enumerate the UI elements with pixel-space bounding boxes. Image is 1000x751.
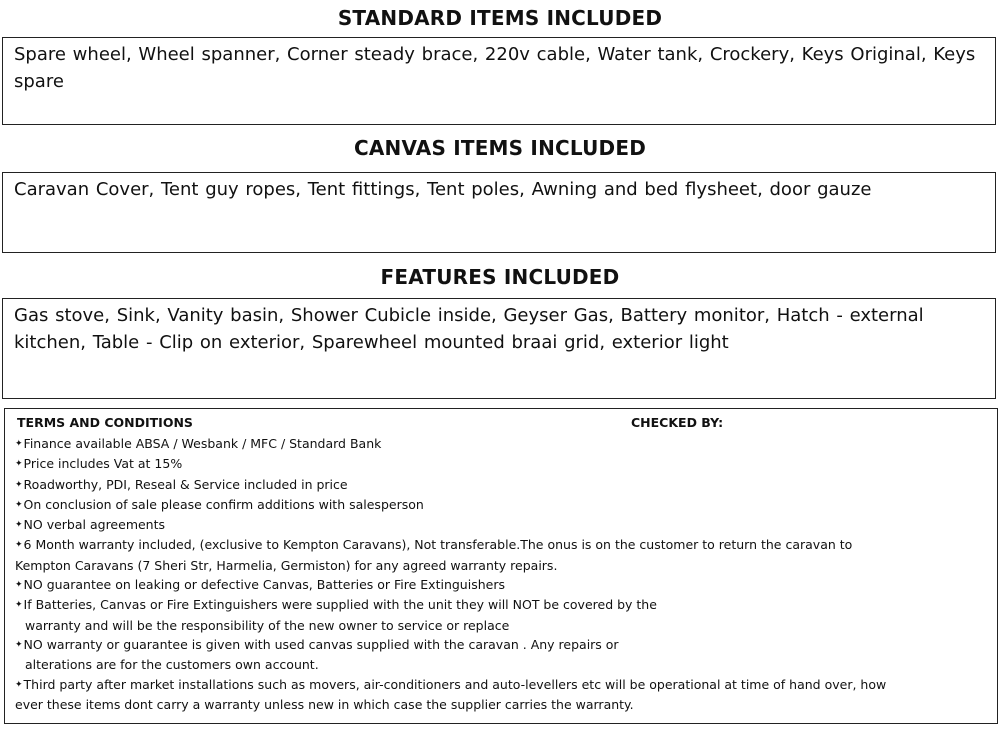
features-box [2, 298, 996, 399]
terms-item [15, 495, 990, 515]
features-heading: FEATURES INCLUDED [380, 265, 620, 289]
terms-item-text: warranty and will be the responsibility of the new owner to service or replace [25, 617, 510, 633]
terms-item-text: ever these items dont carry a warranty unless new in which case the supplier carries the warranty. [15, 696, 634, 712]
standard-items-heading: STANDARD ITEMS INCLUDED [337, 6, 663, 30]
terms-item-text: alterations are for the customers own account. [25, 657, 319, 673]
bullet-icon: ✦ [15, 439, 23, 449]
terms-item-text: Third party after market installations such as movers, air-conditioners and auto-levellers etc will be operational at time of hand over, how [23, 676, 887, 692]
terms-item-text: Price includes Vat at 15% [23, 456, 183, 472]
bullet-icon: ✦ [15, 520, 23, 531]
terms-item [15, 595, 990, 635]
canvas-items-text: Caravan Cover, Tent guy ropes, Tent fittings, Tent poles, Awning and bed flysheet, door gauze [14, 179, 872, 200]
terms-box [4, 408, 998, 724]
terms-item [15, 535, 990, 575]
terms-item [15, 475, 990, 495]
terms-item [15, 454, 990, 474]
terms-item [15, 575, 990, 595]
bullet-icon: ✦ [15, 580, 23, 591]
bullet-icon: ✦ [15, 679, 23, 690]
bullet-icon: ✦ [15, 600, 23, 611]
terms-item-text: NO warranty or guarantee is given with used canvas supplied with the caravan . Any repairs or [23, 636, 619, 652]
bullet-icon: ✦ [15, 459, 23, 470]
terms-list [15, 434, 990, 714]
standard-items-text: Spare wheel, Wheel spanner, Corner steady brace, 220v cable, Water tank, Crockery, Keys Original, Keys spare [14, 44, 976, 92]
terms-item-text: Kempton Caravans (7 Sheri Str, Harmelia, Germiston) for any agreed warranty repairs. [15, 557, 558, 573]
terms-item-text: Finance available ABSA / Wesbank / MFC / Standard Bank [23, 436, 382, 451]
checked-by-label: CHECKED BY: [631, 415, 724, 430]
terms-item [15, 635, 990, 675]
canvas-items-box [2, 172, 996, 253]
bullet-icon: ✦ [15, 639, 23, 650]
terms-item-text: NO guarantee on leaking or defective Canvas, Batteries or Fire Extinguishers [23, 577, 505, 593]
terms-item-text: 6 Month warranty included, (exclusive to Kempton Caravans), Not transferable.The onus is on the customer to return the caravan to [23, 537, 853, 553]
terms-item-text: NO verbal agreements [23, 517, 166, 533]
bullet-icon: ✦ [15, 499, 23, 510]
canvas-items-heading: CANVAS ITEMS INCLUDED [353, 136, 647, 160]
terms-item [15, 515, 990, 535]
bullet-icon: ✦ [15, 479, 23, 490]
bullet-icon: ✦ [15, 540, 23, 551]
standard-items-box [2, 37, 996, 125]
terms-item-text: On conclusion of sale please confirm additions with salesperson [23, 496, 424, 512]
terms-item-text: If Batteries, Canvas or Fire Extinguishers were supplied with the unit they will NOT be covered by the [23, 597, 657, 613]
terms-item [15, 434, 990, 454]
terms-title: TERMS AND CONDITIONS [17, 415, 193, 430]
terms-item [15, 675, 990, 715]
terms-item-text: Roadworthy, PDI, Reseal & Service included in price [23, 476, 348, 492]
features-text: Gas stove, Sink, Vanity basin, Shower Cubicle inside, Geyser Gas, Battery monitor, Hatch - external kitchen, Table - Clip on exterior, Sparewheel mounted braai grid, exterior light [14, 305, 924, 353]
